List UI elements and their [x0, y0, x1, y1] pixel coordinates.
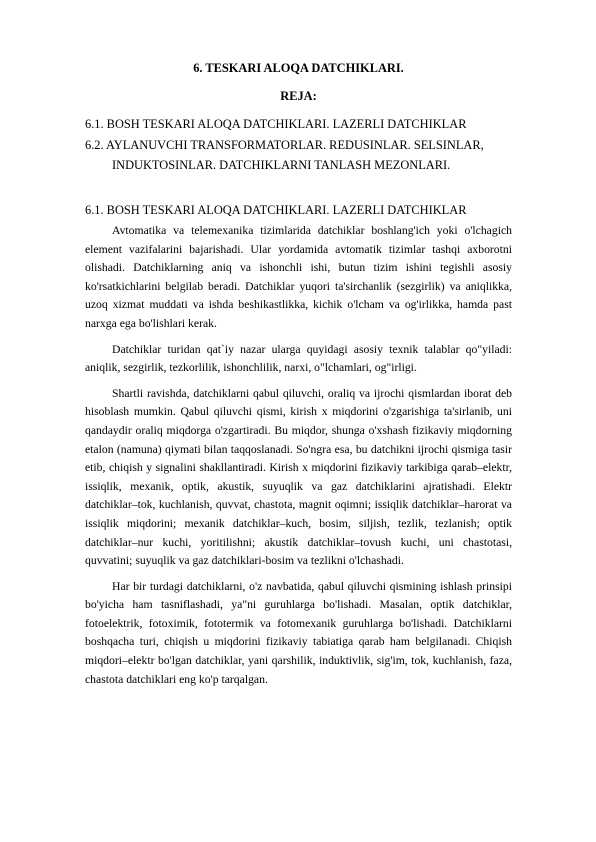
paragraph-3: Shartli ravishda, datchiklarni qabul qiluvchi, oraliq va ijrochi qismlardan iborat deb hisoblash mumkin. Qabul qiluvchi qismi, kirish x miqdorini o'zgarishiga ta'sirlanib, uni qandaydir oraliq miqdorga o'zgartiradi. Bu miqdor, shunga o'xshash fizikaviy miqdorning etalon (namuna) qiymati bilan taqqoslanadi. So'ngra esa, bu datchikni ijrochi qismiga tasir etib, chiqish y signalini shakllantiradi. Kirish x miqdorini fizikaviy tarkibiga qarab–elektr, issiqlik, mexanik, optik, akustik, suyuqlik va gaz datchiklarini ajratishadi. Elektr datchiklar–tok, kuchlanish, quvvat, chastota, magnit oqimni; issiqlik datchiklar–harorat va issiqlik miqdorini; mexanik datchiklar–kuch, bosim, siljish, tezlik, tezlanish; optik datchiklar–nur kuchi, yoritilishni; akustik datchiklar–tovush kuchi, uni chastotasi, quvvatini; suyuqlik va gaz datchiklari-bosim va tezlikni o'lchashadi. — [85, 386, 512, 568]
plan-heading: REJA: — [280, 89, 317, 103]
paragraph-4: Har bir turdagi datchiklarni, o'z navbatida, qabul qiluvchi qismining ishlash prinsipi bo'yicha ham tasniflashadi, ya"ni guruhlarga bo'lishadi. Masalan, optik datchiklar, fotoelektrik, fotoximik, fototermik va fotomexanik guruhlarga bo'lishadi. Datchiklarni boshqacha turi, chiqish u miqdorini fizikaviy tabiatiga qarab ham belgilanadi. Chiqish miqdori–elektr bo'lgan datchiklar, yani qarshilik, induktivlik, sig'im, tok, kuchlanish, faza, chastota datchiklari eng ko'p tarqalgan. — [85, 579, 512, 686]
plan-item-2: 6.2. AYLANUVCHI TRANSFORMATORLAR. REDUSINLAR. SELSINLAR, INDUKTOSINLAR. DATCHIKLARNI TANLASH MEZONLARI. — [85, 138, 484, 172]
section-heading: 6.1. BOSH TESKARI ALOQA DATCHIKLARI. LAZERLI DATCHIKLAR — [85, 203, 467, 217]
plan-list — [85, 114, 512, 175]
paragraph-2: Datchiklar turidan qat`iy nazar ularga quyidagi asosiy texnik talablar qo"yiladi: aniqlik, sezgirlik, tezkorlilik, ishonchlilik, narxi, o"lchamlari, og"irligi. — [85, 342, 512, 375]
plan-item-1: 6.1. BOSH TESKARI ALOQA DATCHIKLARI. LAZERLI DATCHIKLAR — [85, 117, 467, 131]
paragraph-1: Avtomatika va telemexanika tizimlarida datchiklar boshlang'ich yoki o'lchagich element vazifalarini bajarishadi. Ular yordamida avtomatik tizimlar tashqi axborotni olishadi. Datchiklarning aniq va ishonchli ishi, butun tizim ishini tegishli asosiy ko'rsatkichlarini belgilab beradi. Datchiklar yuqori ta'sirchanlik (sezgirlik) va aniqlikka, uzoq xizmat muddati va ishda beshikastlikka, kichik o'lcham va og'irlikka, hamda past narxga ega bo'lishlari kerak. — [85, 224, 512, 330]
document-title: 6. TESKARI ALOQA DATCHIKLARI. — [193, 61, 404, 75]
